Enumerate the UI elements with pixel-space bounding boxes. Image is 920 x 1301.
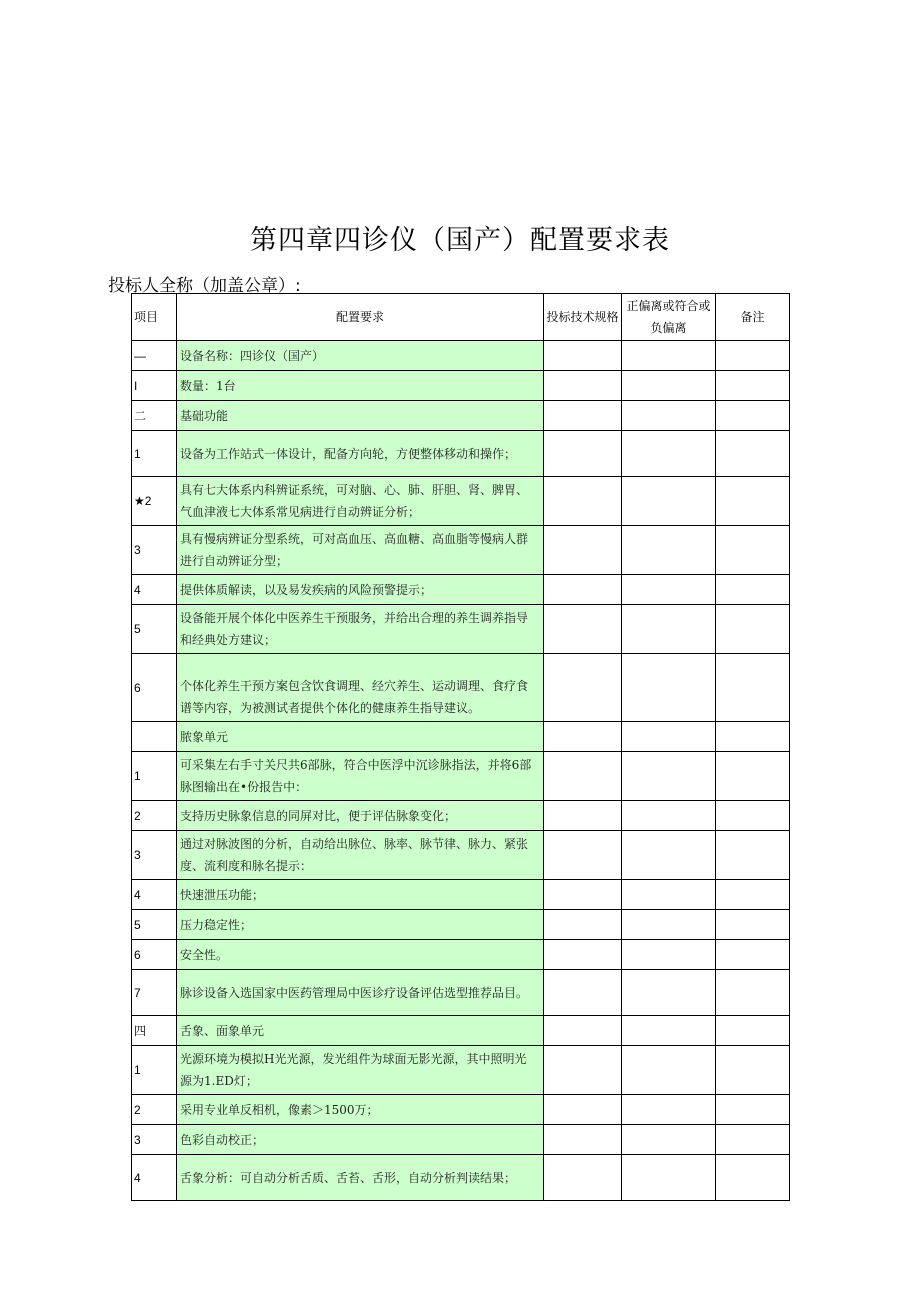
row-deviation-cell[interactable] (622, 1125, 716, 1155)
row-deviation-cell[interactable] (622, 831, 716, 880)
row-remark-cell[interactable] (716, 371, 790, 401)
table-row (132, 605, 790, 654)
row-remark-cell[interactable] (716, 341, 790, 371)
row-requirement: 通过对脉波图的分析，自动给出脉位、脉率、脉节律、脉力、紧张度、流利度和脉名提示： (177, 831, 544, 880)
row-deviation-cell[interactable] (622, 880, 716, 910)
header-remark: 备注 (716, 294, 790, 341)
row-spec-cell[interactable] (544, 526, 622, 575)
table-row (132, 401, 790, 431)
row-spec-cell[interactable] (544, 654, 622, 722)
row-remark-cell[interactable] (716, 940, 790, 970)
row-deviation-cell[interactable] (622, 1016, 716, 1046)
row-remark-cell[interactable] (716, 431, 790, 477)
row-remark-cell[interactable] (716, 477, 790, 526)
row-remark-cell[interactable] (716, 654, 790, 722)
row-deviation-cell[interactable] (622, 1046, 716, 1095)
row-spec-cell[interactable] (544, 831, 622, 880)
row-spec-cell[interactable] (544, 1125, 622, 1155)
header-requirement: 配置要求 (177, 294, 544, 341)
row-item-number: 1 (132, 752, 177, 801)
row-remark-cell[interactable] (716, 1046, 790, 1095)
row-remark-cell[interactable] (716, 831, 790, 880)
row-deviation-cell[interactable] (622, 752, 716, 801)
row-remark-cell[interactable] (716, 526, 790, 575)
row-spec-cell[interactable] (544, 801, 622, 831)
row-requirement: 具有慢病辨证分型系统，可对高血压、高血糖、高血脂等慢病人群进行自动辨证分型； (177, 526, 544, 575)
row-requirement: 快速泄压功能； (177, 880, 544, 910)
row-item-number: 4 (132, 1155, 177, 1201)
row-deviation-cell[interactable] (622, 1155, 716, 1201)
row-remark-cell[interactable] (716, 880, 790, 910)
row-deviation-cell[interactable] (622, 371, 716, 401)
row-remark-cell[interactable] (716, 1125, 790, 1155)
row-item-number: ★2 (132, 477, 177, 526)
row-deviation-cell[interactable] (622, 970, 716, 1016)
table-row (132, 970, 790, 1016)
row-requirement: 个体化养生干预方案包含饮食调理、经穴养生、运动调理、食疗食谱等内容，为被测试者提供个体化的健康养生指导建议。 (177, 654, 544, 722)
row-deviation-cell[interactable] (622, 341, 716, 371)
row-item-number (132, 722, 177, 752)
row-spec-cell[interactable] (544, 341, 622, 371)
row-spec-cell[interactable] (544, 970, 622, 1016)
row-deviation-cell[interactable] (622, 654, 716, 722)
table-row (132, 371, 790, 401)
row-item-number: 4 (132, 575, 177, 605)
header-item: 项目 (132, 294, 177, 341)
row-item-number: 1 (132, 431, 177, 477)
row-requirement: 设备能开展个体化中医养生干预服务，并给出合理的养生调养指导和经典处方建议； (177, 605, 544, 654)
row-requirement: 脓象单元 (177, 722, 544, 752)
row-deviation-cell[interactable] (622, 1095, 716, 1125)
row-requirement: 采用专业单反相机，像素＞1500万； (177, 1095, 544, 1125)
row-item-number: — (132, 341, 177, 371)
row-remark-cell[interactable] (716, 752, 790, 801)
table-row (132, 801, 790, 831)
row-item-number: 二 (132, 401, 177, 431)
row-spec-cell[interactable] (544, 371, 622, 401)
row-requirement: 舌象分析：可自动分析舌质、舌苔、舌形，自动分析判读结果； (177, 1155, 544, 1201)
row-item-number: 5 (132, 605, 177, 654)
row-requirement: 色彩自动校正； (177, 1125, 544, 1155)
table-row (132, 1155, 790, 1201)
row-item-number: 3 (132, 831, 177, 880)
table-row (132, 1095, 790, 1125)
row-requirement: 具有七大体系内科辨证系统，可对脑、心、肺、肝胆、肾、脾胃、气血津液七大体系常见病进行自动辨证分析； (177, 477, 544, 526)
table-row (132, 341, 790, 371)
row-requirement: 光源环境为模拟H光光源，发光组件为球面无影光源，其中照明光源为1.ED灯； (177, 1046, 544, 1095)
table-row (132, 1125, 790, 1155)
table-row (132, 910, 790, 940)
row-requirement: 基础功能 (177, 401, 544, 431)
row-spec-cell[interactable] (544, 722, 622, 752)
row-deviation-cell[interactable] (622, 910, 716, 940)
page-title: 第四章四诊仪（国产）配置要求表 (250, 225, 670, 256)
row-item-number: I (132, 371, 177, 401)
row-remark-cell[interactable] (716, 575, 790, 605)
row-remark-cell[interactable] (716, 722, 790, 752)
row-remark-cell[interactable] (716, 1016, 790, 1046)
row-requirement: 数量：1台 (177, 371, 544, 401)
row-item-number: 3 (132, 1125, 177, 1155)
row-deviation-cell[interactable] (622, 477, 716, 526)
config-requirements-table (131, 293, 790, 1201)
table-row (132, 752, 790, 801)
bidder-name-label: 投标人全称（加盖公章）: (108, 276, 301, 296)
row-item-number: 5 (132, 910, 177, 940)
table-row (132, 880, 790, 910)
table-row (132, 654, 790, 722)
row-item-number: 1 (132, 1046, 177, 1095)
row-spec-cell[interactable] (544, 477, 622, 526)
row-remark-cell[interactable] (716, 605, 790, 654)
row-item-number: 4 (132, 880, 177, 910)
row-remark-cell[interactable] (716, 1155, 790, 1201)
row-spec-cell[interactable] (544, 880, 622, 910)
table-header-row (132, 294, 790, 341)
row-item-number: 2 (132, 801, 177, 831)
row-deviation-cell[interactable] (622, 431, 716, 477)
table-row (132, 1046, 790, 1095)
row-remark-cell[interactable] (716, 1095, 790, 1125)
row-deviation-cell[interactable] (622, 526, 716, 575)
row-deviation-cell[interactable] (622, 940, 716, 970)
row-spec-cell[interactable] (544, 1095, 622, 1125)
row-requirement: 脉诊设备入选国家中医药管理局中医诊疗设备评估选型推荐品目。 (177, 970, 544, 1016)
row-spec-cell[interactable] (544, 1016, 622, 1046)
row-spec-cell[interactable] (544, 1046, 622, 1095)
row-spec-cell[interactable] (544, 1155, 622, 1201)
header-deviation: 正偏离或符合或负偏离 (622, 294, 716, 341)
table-row (132, 477, 790, 526)
table-row (132, 722, 790, 752)
row-requirement: 可采集左右手寸关尺共6部脉，符合中医浮中沉诊脉指法，并将6部脉图输出在•份报告中： (177, 752, 544, 801)
row-deviation-cell[interactable] (622, 722, 716, 752)
row-requirement: 压力稳定性； (177, 910, 544, 940)
row-remark-cell[interactable] (716, 970, 790, 1016)
row-item-number: 3 (132, 526, 177, 575)
table-row (132, 1016, 790, 1046)
row-spec-cell[interactable] (544, 940, 622, 970)
row-item-number: 6 (132, 654, 177, 722)
row-spec-cell[interactable] (544, 910, 622, 940)
row-item-number: 2 (132, 1095, 177, 1125)
row-remark-cell[interactable] (716, 910, 790, 940)
row-requirement: 安全性。 (177, 940, 544, 970)
row-deviation-cell[interactable] (622, 801, 716, 831)
table-row (132, 831, 790, 880)
row-spec-cell[interactable] (544, 431, 622, 477)
row-item-number: 7 (132, 970, 177, 1016)
row-requirement: 设备为工作站式一体设计，配备方向轮，方便整体移动和操作； (177, 431, 544, 477)
table-row (132, 940, 790, 970)
row-deviation-cell[interactable] (622, 605, 716, 654)
row-item-number: 四 (132, 1016, 177, 1046)
row-requirement: 支持历史脉象信息的同屏对比，便于评估脉象变化； (177, 801, 544, 831)
row-requirement: 设备名称：四诊仪（国产） (177, 341, 544, 371)
table-row (132, 526, 790, 575)
row-requirement: 提供体质解读，以及易发疾病的风险预警提示； (177, 575, 544, 605)
row-remark-cell[interactable] (716, 801, 790, 831)
row-remark-cell[interactable] (716, 401, 790, 431)
row-deviation-cell[interactable] (622, 401, 716, 431)
header-spec: 投标技术规格 (544, 294, 622, 341)
row-spec-cell[interactable] (544, 401, 622, 431)
row-spec-cell[interactable] (544, 575, 622, 605)
table-row (132, 431, 790, 477)
row-item-number: 6 (132, 940, 177, 970)
row-deviation-cell[interactable] (622, 575, 716, 605)
table-row (132, 575, 790, 605)
row-requirement: 舌象、面象单元 (177, 1016, 544, 1046)
row-spec-cell[interactable] (544, 605, 622, 654)
row-spec-cell[interactable] (544, 752, 622, 801)
